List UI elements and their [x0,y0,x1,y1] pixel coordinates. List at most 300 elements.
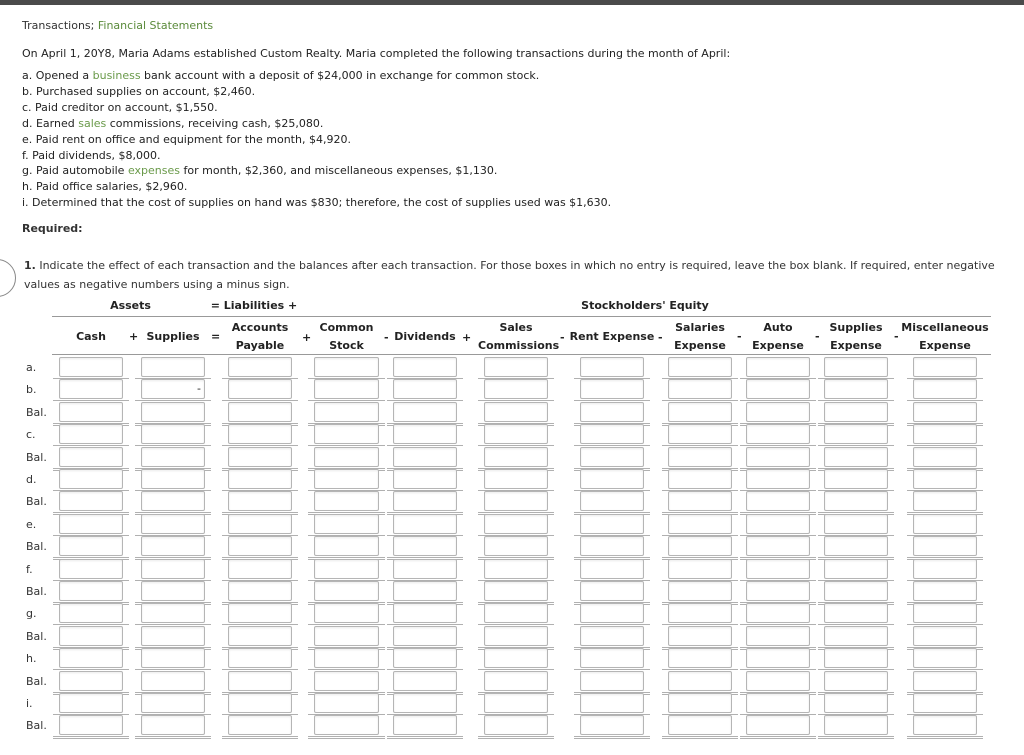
entry-input[interactable] [668,693,732,713]
row-label: h. [26,652,37,666]
entry-input[interactable] [913,603,977,623]
row-label: f. [26,562,33,576]
entry-input[interactable] [141,648,205,668]
transaction-item [22,85,255,98]
entry-input[interactable] [746,559,810,579]
entry-input[interactable] [393,693,457,713]
entry-input[interactable] [59,581,123,601]
entry-input[interactable] [913,559,977,579]
transaction-text: a. Opened a [22,69,93,82]
entry-input[interactable] [668,514,732,534]
entry-input[interactable] [580,514,644,534]
entry-input[interactable] [746,447,810,467]
entry-input[interactable] [393,559,457,579]
entry-input[interactable] [913,671,977,691]
column-header [314,319,379,355]
entry-input[interactable] [746,671,810,691]
entry-input[interactable] [314,514,379,534]
column-header: Cash [76,330,106,343]
entry-input[interactable] [314,559,379,579]
column-header-line1: Supplies [829,321,883,334]
entry-input[interactable] [913,357,977,377]
entry-input[interactable] [484,581,548,601]
equation-operator: - [560,331,565,344]
entry-input[interactable] [580,402,644,422]
entry-input[interactable] [59,514,123,534]
entry-input[interactable] [59,379,123,399]
entry-underline [662,736,738,737]
row-label: Bal. [26,719,47,733]
entry-input[interactable] [913,424,977,444]
equation-operator: - [384,331,389,344]
transaction-text: f. Paid dividends, $8,000. [22,149,161,162]
entry-input[interactable] [228,715,292,735]
column-header [824,319,888,355]
entry-input[interactable] [141,536,205,556]
entry-input[interactable] [59,715,123,735]
entry-input[interactable] [824,559,888,579]
entry-input[interactable] [141,581,205,601]
entry-input[interactable] [141,357,205,377]
entry-input[interactable] [580,671,644,691]
entry-input[interactable] [746,469,810,489]
entry-input[interactable] [824,514,888,534]
entry-input[interactable] [668,447,732,467]
entry-underline [387,736,463,737]
entry-input[interactable] [314,469,379,489]
column-header [228,319,292,355]
entry-input[interactable] [314,603,379,623]
balance-double-underline [574,738,650,739]
column-header-line2: Expense [919,339,971,352]
entry-input[interactable] [59,671,123,691]
supplies-entry-minus-sign: - [197,382,201,396]
transaction-item [22,117,323,130]
entry-input[interactable] [746,626,810,646]
row-label: Bal. [26,674,47,688]
entry-underline [222,736,298,737]
entry-input[interactable] [59,491,123,511]
entry-input[interactable] [746,514,810,534]
entry-input[interactable] [228,693,292,713]
entry-input[interactable] [484,671,548,691]
entry-input[interactable] [668,648,732,668]
entry-input[interactable] [913,581,977,601]
entry-input[interactable] [393,379,457,399]
entry-input[interactable] [580,424,644,444]
transaction-item [22,196,611,209]
top-bar [0,0,1024,5]
transaction-item [22,180,187,193]
entry-input[interactable] [141,424,205,444]
entry-input[interactable] [824,379,888,399]
entry-input[interactable] [393,469,457,489]
entry-input[interactable] [746,603,810,623]
entry-input[interactable] [314,648,379,668]
transaction-item [22,101,218,114]
column-header-line2: Commissions [478,339,560,352]
entry-underline [308,736,385,737]
transaction-text: for month, $2,360, and miscellaneous expenses, $1,130. [180,164,498,177]
entry-input[interactable] [393,648,457,668]
breadcrumb-financial-statements-link[interactable]: Financial Statements [97,19,214,32]
entry-input[interactable] [580,626,644,646]
entry-input[interactable] [580,357,644,377]
entry-input[interactable] [484,514,548,534]
entry-input[interactable] [228,424,292,444]
entry-input[interactable] [484,447,548,467]
entry-input[interactable] [59,693,123,713]
row-label: g. [26,607,37,621]
entry-input[interactable] [824,357,888,377]
entry-input[interactable] [484,693,548,713]
entry-input[interactable] [141,626,205,646]
entry-input[interactable] [314,693,379,713]
entry-input[interactable] [141,379,205,399]
transaction-text: g. Paid automobile [22,164,128,177]
entry-input[interactable] [824,603,888,623]
entry-input[interactable] [314,671,379,691]
entry-input[interactable] [59,648,123,668]
balance-double-underline [135,738,211,739]
entry-input[interactable] [228,671,292,691]
entry-input[interactable] [668,715,732,735]
row-label: Bal. [26,540,47,554]
entry-input[interactable] [668,357,732,377]
entry-input[interactable] [141,491,205,511]
entry-input[interactable] [668,671,732,691]
breadcrumb-transactions: Transactions; [22,19,95,32]
balance-double-underline [308,738,385,739]
entry-input[interactable] [913,514,977,534]
entry-input[interactable] [668,626,732,646]
entry-input[interactable] [314,379,379,399]
entry-input[interactable] [668,581,732,601]
instruction-number: 1. [24,259,36,272]
entry-input[interactable] [484,357,548,377]
balance-double-underline [662,738,738,739]
entry-input[interactable] [59,357,123,377]
entry-input[interactable] [228,402,292,422]
entry-input[interactable] [141,671,205,691]
column-header-line1: Salaries [675,321,725,334]
transaction-item [22,133,351,146]
balance-double-underline [740,738,816,739]
row-label: Bal. [26,629,47,643]
entry-input[interactable] [314,715,379,735]
entry-input[interactable] [141,402,205,422]
column-header-line1: Miscellaneous [901,321,989,334]
entry-input[interactable] [668,536,732,556]
entry-input[interactable] [580,469,644,489]
transaction-text: b. Purchased supplies on account, $2,460. [22,85,256,98]
group-header-divider [52,316,991,317]
column-header-line1: Accounts [231,321,289,334]
glossary-link[interactable]: expenses [127,164,180,177]
balance-double-underline [387,738,463,739]
equation-operator: + [302,331,312,344]
entry-input[interactable] [141,447,205,467]
entry-input[interactable] [484,379,548,399]
entry-input[interactable] [484,559,548,579]
entry-input[interactable] [228,559,292,579]
entry-input[interactable] [484,536,548,556]
assets-group-header: Assets [110,299,151,312]
entry-input[interactable] [59,424,123,444]
entry-input[interactable] [913,469,977,489]
entry-input[interactable] [141,469,205,489]
breadcrumb [22,19,213,32]
entry-input[interactable] [580,447,644,467]
equation-operator: - [737,330,742,343]
row-label: a. [26,361,37,374]
entry-input[interactable] [746,536,810,556]
entry-input[interactable] [484,402,548,422]
entry-input[interactable] [824,715,888,735]
entry-input[interactable] [59,402,123,422]
entry-input[interactable] [746,491,810,511]
column-header-line2: Expense [830,339,882,352]
entry-input[interactable] [59,469,123,489]
entry-input[interactable] [824,424,888,444]
entry-input[interactable] [824,469,888,489]
entry-input[interactable] [228,379,292,399]
entry-input[interactable] [393,581,457,601]
entry-input[interactable] [746,715,810,735]
entry-input[interactable] [668,491,732,511]
entry-input[interactable] [393,357,457,377]
entry-input[interactable] [746,581,810,601]
glossary-link[interactable]: business [92,69,141,82]
entry-input[interactable] [141,715,205,735]
entry-underline [478,736,554,737]
row-label: d. [26,473,37,486]
liabilities-group-header: = Liabilities + [210,299,298,312]
transaction-item [22,149,161,162]
entry-input[interactable] [824,536,888,556]
entry-input[interactable] [314,491,379,511]
entry-input[interactable] [228,648,292,668]
entry-input[interactable] [746,357,810,377]
entry-input[interactable] [484,424,548,444]
transaction-text: c. Paid creditor on account, $1,550. [22,101,218,114]
entry-input[interactable] [824,491,888,511]
entry-input[interactable] [580,581,644,601]
entry-input[interactable] [59,626,123,646]
entry-underline [574,736,650,737]
entry-input[interactable] [393,536,457,556]
required-heading: Required: [22,222,83,235]
entry-input[interactable] [824,671,888,691]
column-header [746,319,810,355]
row-label: b. [26,383,37,397]
column-header: Dividends [394,330,456,343]
transaction-text: d. Earned [22,117,79,130]
entry-input[interactable] [824,447,888,467]
balance-double-underline [222,738,298,739]
entry-input[interactable] [824,626,888,646]
entry-input[interactable] [913,715,977,735]
balance-double-underline [478,738,554,739]
equation-operator: = [211,330,221,343]
entry-input[interactable] [668,424,732,444]
entry-input[interactable] [59,447,123,467]
entry-input[interactable] [913,447,977,467]
entry-input[interactable] [141,603,205,623]
entry-input[interactable] [668,469,732,489]
transaction-item [22,164,497,177]
column-header-line2: Payable [235,339,285,352]
row-label: e. [26,517,37,531]
entry-input[interactable] [746,379,810,399]
entry-input[interactable] [913,626,977,646]
entry-underline [818,736,894,737]
entry-input[interactable] [580,715,644,735]
entry-input[interactable] [393,402,457,422]
entry-input[interactable] [484,715,548,735]
column-header [900,319,990,355]
transaction-text: commissions, receiving cash, $25,080. [106,117,324,130]
entry-input[interactable] [824,402,888,422]
entry-input[interactable] [913,402,977,422]
transaction-text: i. Determined that the cost of supplies on hand was $830; therefore, the cost of supplies used was $1,630. [22,196,612,209]
entry-underline [740,736,816,737]
entry-input[interactable] [668,402,732,422]
column-header: Rent Expense [569,330,655,343]
entry-input[interactable] [580,648,644,668]
entry-input[interactable] [484,491,548,511]
entry-input[interactable] [746,648,810,668]
entry-input[interactable] [913,491,977,511]
transaction-text: bank account with a deposit of $24,000 in exchange for common stock. [140,69,540,82]
entry-input[interactable] [580,559,644,579]
entry-input[interactable] [580,379,644,399]
entry-input[interactable] [484,626,548,646]
row-label: Bal. [26,585,47,598]
instruction-body: Indicate the effect of each transaction and the balances after each transaction. For those boxes in which no entry is required, leave the box blank. If required, enter negative values as negative numbers using a minus sign. [24,259,995,291]
entry-input[interactable] [141,514,205,534]
entry-input[interactable] [314,402,379,422]
entry-input[interactable] [484,469,548,489]
entry-input[interactable] [913,693,977,713]
entry-input[interactable] [314,536,379,556]
entry-input[interactable] [393,424,457,444]
equation-operator: + [462,331,472,344]
entry-input[interactable] [228,514,292,534]
entry-input[interactable] [913,379,977,399]
entry-input[interactable] [314,424,379,444]
entry-input[interactable] [913,648,977,668]
entry-input[interactable] [580,693,644,713]
entry-input[interactable] [314,447,379,467]
glossary-link[interactable]: sales [78,117,107,130]
entry-input[interactable] [228,536,292,556]
entry-input[interactable] [913,536,977,556]
entry-input[interactable] [141,693,205,713]
stockholders-equity-group-header: Stockholders' Equity [581,299,709,312]
entry-input[interactable] [484,648,548,668]
equation-operator: - [815,330,820,343]
entry-input[interactable] [580,536,644,556]
entry-input[interactable] [824,693,888,713]
entry-input[interactable] [824,581,888,601]
entry-underline [53,736,129,737]
entry-input[interactable] [314,357,379,377]
transaction-item [22,69,539,82]
row-label: Bal. [26,405,47,419]
column-header [478,319,560,355]
row-label: Bal. [26,495,47,509]
entry-input[interactable] [746,424,810,444]
intro-text: On April 1, 20Y8, Maria Adams established Custom Realty. Maria completed the following transactions during the month of April: [22,47,731,60]
entry-input[interactable] [668,603,732,623]
column-header-divider [52,354,991,355]
entry-input[interactable] [668,379,732,399]
row-label: Bal. [26,450,47,464]
entry-input[interactable] [228,581,292,601]
entry-input[interactable] [393,447,457,467]
entry-input[interactable] [228,357,292,377]
entry-input[interactable] [314,581,379,601]
entry-input[interactable] [746,693,810,713]
entry-input[interactable] [484,603,548,623]
entry-input[interactable] [393,491,457,511]
column-header-line2: Expense [674,339,726,352]
entry-input[interactable] [141,559,205,579]
column-header: Supplies [146,330,200,343]
balance-double-underline [818,738,894,739]
column-header-line1: Sales [499,321,533,334]
entry-input[interactable] [393,715,457,735]
entry-input[interactable] [393,603,457,623]
entry-input[interactable] [580,603,644,623]
equation-operator: + [129,330,139,343]
entry-input[interactable] [59,603,123,623]
entry-input[interactable] [228,603,292,623]
instruction-text [24,256,1024,294]
entry-input[interactable] [746,402,810,422]
entry-input[interactable] [824,648,888,668]
row-label: i. [26,697,33,710]
entry-input[interactable] [59,536,123,556]
entry-input[interactable] [228,626,292,646]
transaction-text: e. Paid rent on office and equipment for the month, $4,920. [22,133,351,146]
entry-input[interactable] [314,626,379,646]
transaction-text: h. Paid office salaries, $2,960. [22,180,188,193]
equation-operator: - [658,331,663,344]
entry-input[interactable] [393,671,457,691]
entry-input[interactable] [228,447,292,467]
entry-input[interactable] [228,491,292,511]
balance-double-underline [907,738,983,739]
entry-input[interactable] [580,491,644,511]
column-header-line2: Stock [329,339,364,352]
entry-underline [907,736,983,737]
entry-input[interactable] [228,469,292,489]
column-header [668,319,732,355]
balance-double-underline [53,738,129,739]
equation-operator: - [894,330,899,343]
column-header-line2: Expense [752,339,804,352]
column-header-line1: Auto [763,321,793,334]
entry-input[interactable] [59,559,123,579]
question-marker-circle [0,259,16,297]
entry-input[interactable] [393,514,457,534]
column-header-line1: Common [319,321,374,334]
entry-input[interactable] [393,626,457,646]
entry-input[interactable] [668,559,732,579]
row-label: c. [26,428,36,442]
